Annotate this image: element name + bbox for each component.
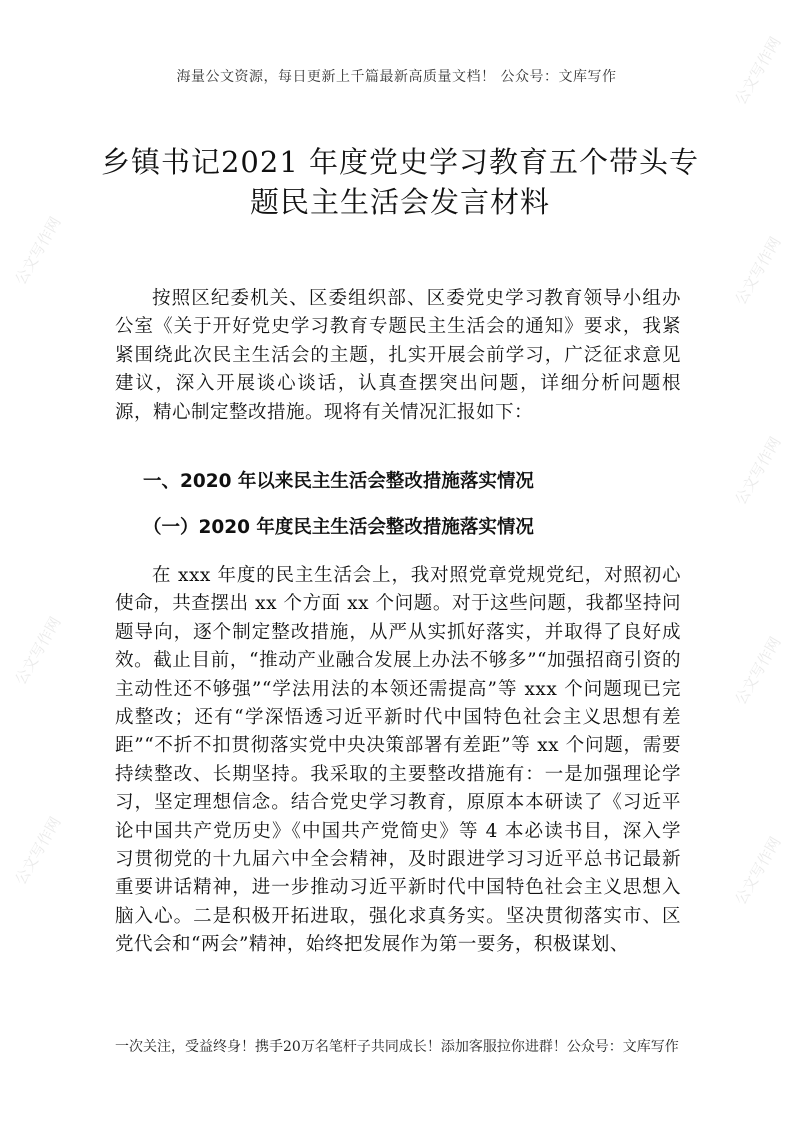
- watermark-stamp: 公文写作网: [731, 233, 785, 308]
- watermark-stamp: 公文写作网: [731, 433, 785, 508]
- watermark-stamp: 公文写作网: [11, 613, 65, 688]
- document-title: 乡镇书记2021 年度党史学习教育五个带头专题民主生活会发言材料: [100, 145, 700, 219]
- watermark-stamp: 公文写作网: [731, 833, 785, 908]
- watermark-stamp: 公文写作网: [731, 33, 785, 108]
- watermark-stamp: 公文写作网: [731, 633, 785, 708]
- page-footer: 一次关注，受益终身！携手20万名笔杆子共同成长！添加客服拉你进群！公众号：文库写作: [115, 1039, 679, 1055]
- body-paragraph: 在 xxx 年度的民主生活会上，我对照党章党规党纪，对照初心使命，共查摆出 xx 个方面 xx 个问题。对于这些问题，我都坚持问题导向，逐个制定整改措施，从严从实抓好落实，并取得了良好成效。截止目前，“推动产业融合发展上办法不够多”“加强招商引资的主动性还不够强”“学法用法的本领还需提高”等 xxx 个问题现已完成整改；还有“学深悟透习近平新时代中国特色社会主义思想有差距”“不折不扣贯彻落实党中央决策部署有差距”等 xx 个问题，需要持续整改、长期坚持。我采取的主要整改措施有：一是加强理论学习，坚定理想信念。结合党史学习教育，原原本本研读了《习近平论中国共产党历史》《中国共产党简史》等 4 本必读书目，深入学习贯彻党的十九届六中全会精神，及时跟进学习习近平总书记最新重要讲话精神，进一步推动习近平新时代中国特色社会主义思想入脑入心。二是积极开拓进取，强化求真务实。坚决贯彻落实市、区党代会和“两会”精神，始终把发展作为第一要务，积极谋划、: [115, 565, 681, 956]
- section-heading: 一、2020 年以来民主生活会整改措施落实情况: [143, 471, 534, 492]
- intro-paragraph: 按照区纪委机关、区委组织部、区委党史学习教育领导小组办公室《关于开好党史学习教育专题民主生活会的通知》要求，我紧紧围绕此次民主生活会的主题，扎实开展会前学习，广泛征求意见建议，深入开展谈心谈话，认真查摆突出问题，详细分析问题根源，精心制定整改措施。现将有关情况汇报如下：: [115, 288, 681, 423]
- subsection-heading: （一）2020 年度民主生活会整改措施落实情况: [143, 517, 534, 538]
- watermark-stamp: 公文写作网: [11, 213, 65, 288]
- watermark-stamp: 公文写作网: [11, 813, 65, 888]
- page-header: 海量公文资源，每日更新上千篇最新高质量文档！ 公众号：文库写作: [176, 69, 617, 85]
